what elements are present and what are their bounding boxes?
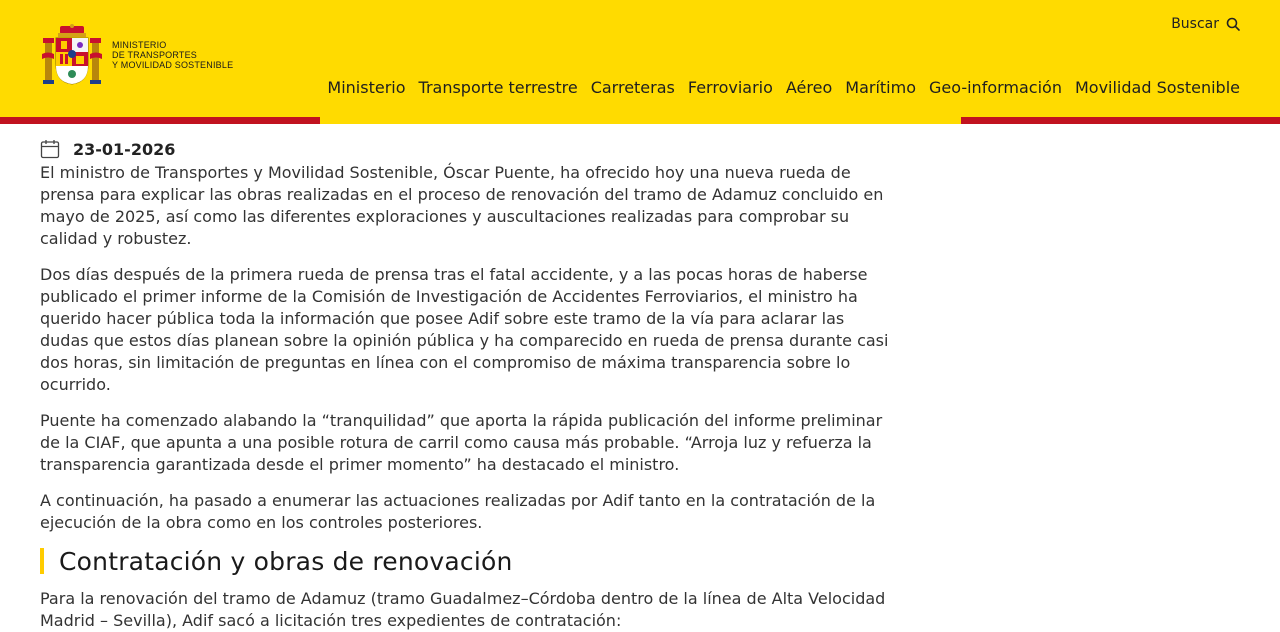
header-color-stripe [0,117,1280,124]
nav-item-ferroviario[interactable]: Ferroviario [687,78,773,97]
article-date: 23-01-2026 [73,139,176,159]
stripe-red-right [961,117,1280,124]
article-content [40,136,890,632]
nav-item-aereo[interactable]: Aéreo [785,78,833,97]
article-paragraph: Puente ha comenzado alabando la “tranquilidad” que aporta la rápida publicación del informe preliminar de la CIAF, que apunta a una posible rotura de carril como causa más probable. “Arroja luz y refuerza la transparencia garantizada desde el primer momento” ha destacado el ministro. [40,411,883,474]
ministry-name [112,40,233,70]
nav-item-ministerio[interactable]: Ministerio [327,78,406,97]
coat-of-arms-icon [42,24,102,86]
ministry-name-line2: DE TRANSPORTES [112,50,197,60]
article-paragraph: Para la renovación del tramo de Adamuz (tramo Guadalmez–Córdoba dentro de la línea de Alta Velocidad Madrid – Sevilla), Adif sacó a licitación tres expedientes de contratación: [40,589,886,630]
stripe-red-left [0,117,320,124]
main-navigation [327,78,1240,97]
search-button[interactable] [1171,16,1240,32]
article-paragraph: A continuación, ha pasado a enumerar las actuaciones realizadas por Adif tanto en la contratación de la ejecución de la obra como en los controles posteriores. [40,491,876,532]
section-heading: Contratación y obras de renovación [59,546,513,576]
nav-item-transporte-terrestre[interactable]: Transporte terrestre [418,78,578,97]
search-label: Buscar [1171,16,1219,32]
nav-item-movilidad-sostenible[interactable]: Movilidad Sostenible [1074,78,1240,97]
nav-item-carreteras[interactable]: Carreteras [590,78,675,97]
ministry-logo[interactable] [42,24,233,86]
article-paragraph: Dos días después de la primera rueda de prensa tras el fatal accidente, y a las pocas horas de haberse publicado el primer informe de la Comisión de Investigación de Accidentes Ferroviarios, el ministro ha querido hacer pública toda la información que posee Adif sobre este tramo de la vía para aclarar las dudas que estos días planean sobre la opinión pública y ha comparecido en rueda de prensa durante casi dos horas, sin limitación de preguntas en línea con el compromiso de máxima transparencia sobre lo ocurrido. [40,265,889,394]
article-date-row [40,136,890,162]
section-heading-block [40,548,890,574]
ministry-name-line1: MINISTERIO [112,40,167,50]
calendar-icon [40,139,60,159]
nav-item-geo-informacion[interactable]: Geo-información [929,78,1062,97]
ministry-name-line3: Y MOVILIDAD SOSTENIBLE [112,60,234,70]
stripe-yellow-center [320,117,961,124]
search-icon [1226,17,1240,31]
article-paragraph: El ministro de Transportes y Movilidad Sostenible, Óscar Puente, ha ofrecido hoy una nueva rueda de prensa para explicar las obras realizadas en el proceso de renovación del tramo de Adamuz concluido en mayo de 2025, así como las diferentes exploraciones y auscultaciones realizadas para comprobar su calidad y robustez. [40,163,884,248]
site-header [0,0,1280,117]
nav-item-maritimo[interactable]: Marítimo [845,78,916,97]
